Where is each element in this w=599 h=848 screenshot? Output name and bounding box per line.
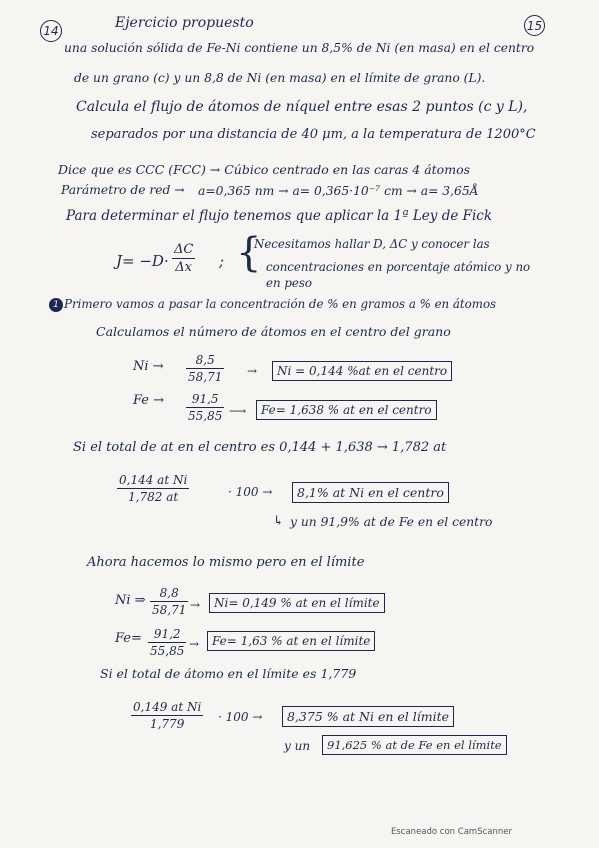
statement-line-3: Calcula el flujo de átomos de níquel entre esas 2 puntos (c y L), — [76, 99, 528, 115]
limite-fe-result-box: Fe= 1,63 % at en el límite — [207, 631, 375, 651]
statement-line-1: una solución sólida de Fe-Ni contiene un 8,5% de Ni (en masa) en el centro — [64, 41, 535, 55]
fick-intro: Para determinar el flujo tenemos que aplicar la 1ª Ley de Fick — [66, 208, 493, 224]
limite-ni-label: Ni ⇒ — [115, 593, 146, 608]
centro-fe-pct: y un 91,9% at de Fe en el centro — [290, 515, 493, 529]
centro-fe-fraction — [186, 392, 224, 423]
limite-fe-pct-box: 91,625 % at de Fe en el límite — [322, 735, 507, 755]
limite-ni-numerator: 8,8 — [159, 586, 179, 600]
limite-fe-label: Fe= — [115, 631, 142, 646]
arrow-icon: → — [189, 637, 200, 651]
centro-total-line: Si el total de at en el centro es 0,144 + 1,638 → 1,782 at — [73, 440, 447, 455]
fick-note-1: Necesitamos hallar D, ΔC y conocer las — [254, 237, 490, 251]
fick-formula-lhs: J= −D· — [116, 252, 169, 270]
step-bullet-1: 1 — [49, 298, 63, 312]
centro-ni-pct-box: 8,1% at Ni en el centro — [292, 482, 449, 503]
fick-formula-fraction — [172, 242, 195, 275]
fick-formula-separator: ; — [219, 252, 225, 270]
fick-formula-denominator: Δx — [172, 258, 195, 275]
step1-line-1: Primero vamos a pasar la concentración de % en gramos a % en átomos — [64, 297, 497, 311]
lattice-parameter-label: Parámetro de red → — [61, 183, 185, 197]
limite-pct-times: · 100 → — [218, 710, 263, 724]
limite-fe-denominator: 55,85 — [150, 644, 185, 658]
structure-line: Dice que es CCC (FCC) → Cúbico centrado en las caras 4 átomos — [58, 162, 471, 177]
centro-ni-numerator: 8,5 — [195, 353, 215, 367]
centro-pct-times: · 100 → — [228, 485, 273, 499]
fick-formula-numerator: ΔC — [174, 242, 194, 257]
limite-ni-pct-box: 8,375 % at Ni en el límite — [282, 706, 454, 727]
exercise-title: Ejercicio propuesto — [115, 15, 254, 31]
arrow-icon: → — [247, 364, 258, 378]
centro-fe-result-box: Fe= 1,638 % at en el centro — [256, 400, 437, 420]
limite-pct-numerator: 0,149 at Ni — [133, 700, 202, 714]
limite-ni-denominator: 58,71 — [152, 603, 187, 617]
page-number-left: 14 — [40, 20, 62, 42]
page-number-right: 15 — [524, 15, 545, 36]
statement-line-2: de un grano (c) y un 8,8 de Ni (en masa) en el límite de grano (L). — [74, 71, 486, 85]
centro-ni-denominator: 58,71 — [188, 370, 223, 384]
statement-line-4: separados por una distancia de 40 μm, a la temperatura de 1200°C — [91, 127, 536, 142]
limite-pct-denominator: 1,779 — [131, 715, 203, 731]
fick-note-3: en peso — [266, 276, 313, 290]
centro-ni-result-box: Ni = 0,144 %at en el centro — [272, 361, 452, 381]
scanner-watermark: Escaneado con CamScanner — [391, 827, 512, 837]
centro-ni-label: Ni → — [133, 359, 164, 374]
limite-fe-fraction — [148, 627, 186, 658]
centro-fe-numerator: 91,5 — [191, 392, 219, 406]
return-arrow-icon: ↳ — [273, 514, 284, 529]
limite-fe-prefix: y un — [284, 739, 311, 753]
limite-intro: Ahora hacemos lo mismo pero en el límite — [87, 555, 365, 570]
centro-fe-denominator: 55,85 — [188, 409, 223, 423]
fick-note-brace: { — [236, 230, 262, 276]
centro-pct-fraction — [117, 473, 189, 504]
limite-total-line: Si el total de átomo en el límite es 1,779 — [100, 666, 357, 681]
limite-pct-fraction — [131, 700, 203, 731]
centro-pct-numerator: 0,144 at Ni — [119, 473, 188, 487]
arrow-icon: → — [190, 598, 201, 612]
step1-line-2: Calculamos el número de átomos en el centro del grano — [96, 324, 451, 339]
arrow-icon: ⟶ — [229, 404, 247, 418]
limite-ni-fraction — [150, 586, 188, 617]
limite-fe-numerator: 91,2 — [153, 627, 181, 641]
fick-note-2: concentraciones en porcentaje atómico y no — [266, 260, 531, 274]
centro-pct-denominator: 1,782 at — [117, 488, 189, 504]
centro-ni-fraction — [186, 353, 224, 384]
limite-ni-result-box: Ni= 0,149 % at en el límite — [209, 593, 385, 613]
lattice-parameter-values: a=0,365 nm → a= 0,365·10⁻⁷ cm → a= 3,65Å — [198, 184, 479, 198]
centro-fe-label: Fe → — [133, 393, 165, 408]
